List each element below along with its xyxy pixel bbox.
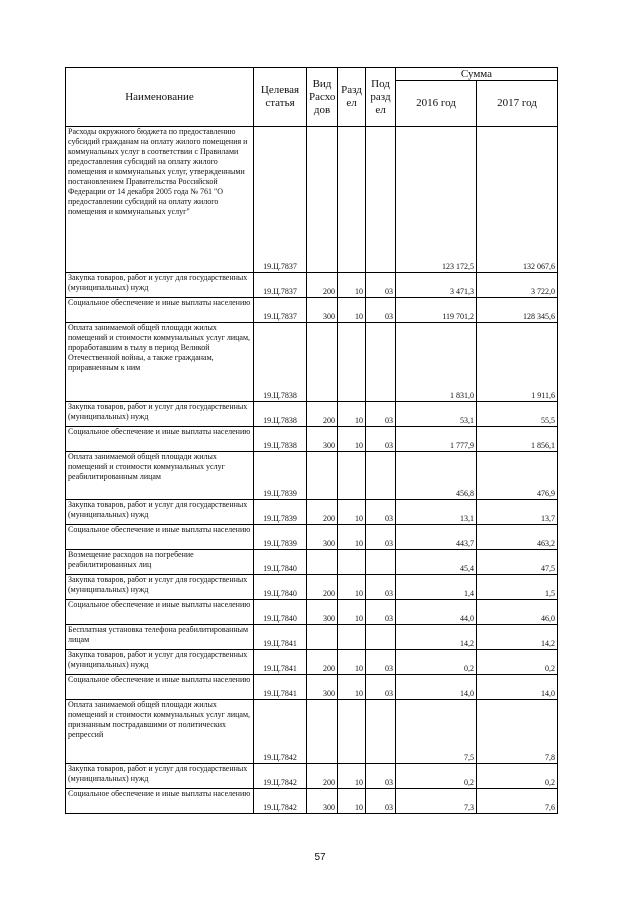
row-target-cell: 19.Ц.7840 [254,600,307,625]
row-expense-type-cell: 300 [307,525,338,550]
row-target-cell: 19.Ц.7841 [254,625,307,650]
row-target-cell: 19.Ц.7837 [254,127,307,273]
table-row [66,273,558,298]
row-section-cell [338,323,366,402]
row-target-cell: 19.Ц.7839 [254,500,307,525]
table-row [66,575,558,600]
row-sum-2016-cell: 1 831,0 [396,323,477,402]
row-sum-2017-cell: 7,8 [477,700,558,764]
table-row [66,625,558,650]
row-sum-2016-cell: 119 701,2 [396,298,477,323]
row-name-cell: Возмещение расходов на погребение реабилитированных лиц [66,550,254,575]
row-subsection-cell: 03 [366,575,396,600]
row-sum-2017-cell: 14,0 [477,675,558,700]
row-sum-2017-cell: 0,2 [477,650,558,675]
row-expense-type-cell: 300 [307,298,338,323]
row-name-cell: Оплата занимаемой общей площади жилых помещений и стоимости коммунальных услуг реабилитированным лицам [66,452,254,500]
row-sum-2017-cell: 1 911,6 [477,323,558,402]
row-name-cell: Социальное обеспечение и иные выплаты населению [66,675,254,700]
row-subsection-cell [366,700,396,764]
row-sum-2016-cell: 443,7 [396,525,477,550]
row-sum-2016-cell: 123 172,5 [396,127,477,273]
row-target-cell: 19.Ц.7841 [254,650,307,675]
table-row [66,789,558,814]
row-expense-type-cell [307,452,338,500]
row-name-cell: Закупка товаров, работ и услуг для государственных (муниципальных) нужд [66,273,254,298]
row-sum-2017-cell: 14,2 [477,625,558,650]
row-sum-2017-cell: 476,9 [477,452,558,500]
row-sum-2017-cell: 1,5 [477,575,558,600]
row-sum-2017-cell: 128 345,6 [477,298,558,323]
row-expense-type-cell [307,550,338,575]
table-row [66,764,558,789]
row-subsection-cell [366,127,396,273]
row-subsection-cell: 03 [366,273,396,298]
header-expense-type: Вид Расхо дов [307,68,338,127]
row-expense-type-cell: 200 [307,273,338,298]
row-section-cell: 10 [338,402,366,427]
table-row [66,675,558,700]
table-row [66,427,558,452]
row-subsection-cell: 03 [366,402,396,427]
row-expense-type-cell: 300 [307,600,338,625]
row-section-cell: 10 [338,273,366,298]
header-target-article: Целевая статья [254,68,307,127]
header-year-2017: 2017 год [477,81,558,127]
row-subsection-cell [366,550,396,575]
row-sum-2016-cell: 0,2 [396,764,477,789]
row-sum-2017-cell: 1 856,1 [477,427,558,452]
row-name-cell: Расходы окружного бюджета по предоставлению субсидий гражданам на оплату жилого помещения и коммунальных услуг в соответствии с Правилами предоставления субсидий на оплату жилого помещения и коммунальных услуг, утвержденными постановлением Правительства Российской Федерации от 14 декабря 2005 года № 761 "О предоставлении субсидий на оплату жилого помещения и коммунальных услуг" [66,127,254,273]
row-name-cell: Закупка товаров, работ и услуг для государственных (муниципальных) нужд [66,402,254,427]
row-section-cell [338,127,366,273]
row-section-cell: 10 [338,427,366,452]
row-name-cell: Закупка товаров, работ и услуг для государственных (муниципальных) нужд [66,764,254,789]
row-section-cell: 10 [338,650,366,675]
row-sum-2016-cell: 1 777,9 [396,427,477,452]
row-sum-2016-cell: 1,4 [396,575,477,600]
row-sum-2017-cell: 3 722,0 [477,273,558,298]
row-name-cell: Оплата занимаемой общей площади жилых помещений и стоимости коммунальных услуг лицам, признанным пострадавшими от политических репрессий [66,700,254,764]
row-sum-2017-cell: 47,5 [477,550,558,575]
row-sum-2016-cell: 14,0 [396,675,477,700]
header-name: Наименование [66,68,254,127]
row-target-cell: 19.Ц.7838 [254,323,307,402]
page-number: 57 [314,852,326,863]
row-sum-2016-cell: 45,4 [396,550,477,575]
row-subsection-cell: 03 [366,764,396,789]
table-row [66,700,558,764]
row-sum-2017-cell: 13,7 [477,500,558,525]
row-subsection-cell: 03 [366,789,396,814]
row-target-cell: 19.Ц.7842 [254,789,307,814]
table-row [66,323,558,402]
row-subsection-cell [366,323,396,402]
table-row [66,452,558,500]
row-target-cell: 19.Ц.7842 [254,700,307,764]
row-expense-type-cell: 300 [307,789,338,814]
row-name-cell: Социальное обеспечение и иные выплаты населению [66,600,254,625]
table-row [66,127,558,273]
row-name-cell: Социальное обеспечение и иные выплаты населению [66,525,254,550]
row-subsection-cell [366,625,396,650]
row-sum-2017-cell: 463,2 [477,525,558,550]
row-name-cell: Закупка товаров, работ и услуг для государственных (муниципальных) нужд [66,500,254,525]
row-target-cell: 19.Ц.7841 [254,675,307,700]
table-body [66,127,558,814]
row-subsection-cell: 03 [366,600,396,625]
header-sum: Сумма [396,68,558,81]
row-section-cell: 10 [338,600,366,625]
row-subsection-cell: 03 [366,650,396,675]
row-name-cell: Закупка товаров, работ и услуг для государственных (муниципальных) нужд [66,650,254,675]
row-expense-type-cell [307,625,338,650]
row-target-cell: 19.Ц.7839 [254,525,307,550]
row-expense-type-cell: 200 [307,764,338,789]
row-name-cell: Социальное обеспечение и иные выплаты населению [66,298,254,323]
row-subsection-cell [366,452,396,500]
row-sum-2016-cell: 7,3 [396,789,477,814]
header-section: Разд ел [338,68,366,127]
row-name-cell: Бесплатная установка телефона реабилитированным лицам [66,625,254,650]
row-subsection-cell: 03 [366,298,396,323]
row-sum-2016-cell: 44,0 [396,600,477,625]
row-sum-2016-cell: 0,2 [396,650,477,675]
row-sum-2016-cell: 14,2 [396,625,477,650]
row-section-cell [338,625,366,650]
row-sum-2017-cell: 46,0 [477,600,558,625]
row-target-cell: 19.Ц.7839 [254,452,307,500]
header-year-2016: 2016 год [396,81,477,127]
row-target-cell: 19.Ц.7842 [254,764,307,789]
row-name-cell: Социальное обеспечение и иные выплаты населению [66,789,254,814]
row-expense-type-cell [307,127,338,273]
row-expense-type-cell: 200 [307,500,338,525]
row-section-cell: 10 [338,500,366,525]
table-row [66,650,558,675]
row-sum-2016-cell: 3 471,3 [396,273,477,298]
table-row [66,600,558,625]
row-subsection-cell: 03 [366,427,396,452]
row-section-cell: 10 [338,525,366,550]
row-expense-type-cell: 300 [307,427,338,452]
row-expense-type-cell [307,700,338,764]
row-expense-type-cell: 300 [307,675,338,700]
row-section-cell: 10 [338,789,366,814]
row-name-cell: Закупка товаров, работ и услуг для государственных (муниципальных) нужд [66,575,254,600]
budget-table [65,67,558,814]
row-expense-type-cell [307,323,338,402]
row-sum-2017-cell: 55,5 [477,402,558,427]
row-section-cell: 10 [338,764,366,789]
row-target-cell: 19.Ц.7837 [254,298,307,323]
row-sum-2016-cell: 13,1 [396,500,477,525]
table-row [66,402,558,427]
row-section-cell [338,700,366,764]
row-subsection-cell: 03 [366,675,396,700]
row-target-cell: 19.Ц.7838 [254,402,307,427]
row-expense-type-cell: 200 [307,650,338,675]
table-row [66,550,558,575]
row-target-cell: 19.Ц.7840 [254,575,307,600]
row-target-cell: 19.Ц.7837 [254,273,307,298]
row-name-cell: Оплата занимаемой общей площади жилых помещений и стоимости коммунальных услуг лицам, проработавшим в тылу в период Великой Отечественной войны, а также гражданам, приравненным к ним [66,323,254,402]
table-row [66,500,558,525]
row-sum-2016-cell: 7,5 [396,700,477,764]
row-section-cell: 10 [338,575,366,600]
row-target-cell: 19.Ц.7840 [254,550,307,575]
row-sum-2017-cell: 7,6 [477,789,558,814]
row-subsection-cell: 03 [366,500,396,525]
row-subsection-cell: 03 [366,525,396,550]
table-row [66,298,558,323]
row-section-cell [338,452,366,500]
row-section-cell: 10 [338,675,366,700]
header-subsection: Под разд ел [366,68,396,127]
row-name-cell: Социальное обеспечение и иные выплаты населению [66,427,254,452]
row-sum-2017-cell: 132 067,6 [477,127,558,273]
row-sum-2016-cell: 456,8 [396,452,477,500]
table-row [66,525,558,550]
row-target-cell: 19.Ц.7838 [254,427,307,452]
row-sum-2016-cell: 53,1 [396,402,477,427]
row-expense-type-cell: 200 [307,402,338,427]
row-section-cell: 10 [338,298,366,323]
row-section-cell [338,550,366,575]
row-expense-type-cell: 200 [307,575,338,600]
row-sum-2017-cell: 0,2 [477,764,558,789]
